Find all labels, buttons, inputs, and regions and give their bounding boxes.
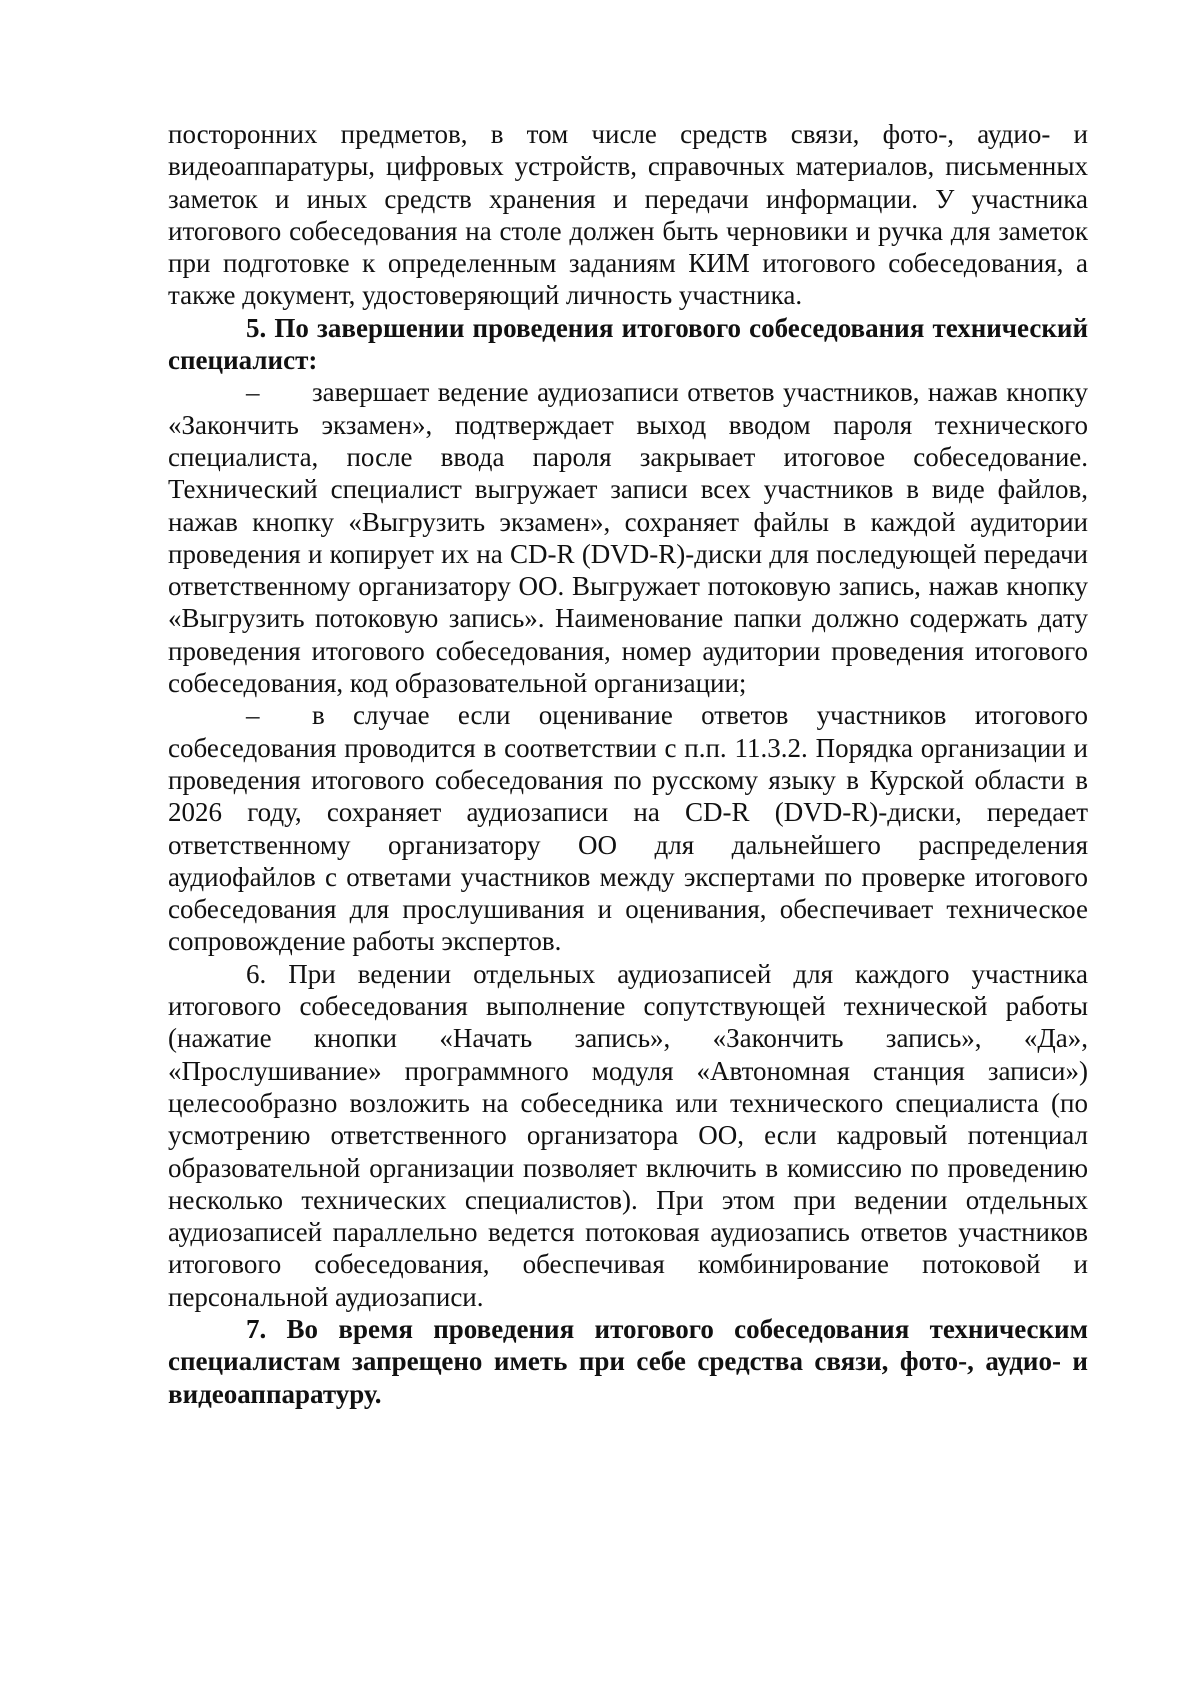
list-dash: – <box>246 377 260 408</box>
section-5-item-2 <box>168 699 1088 957</box>
section-7-paragraph: 7. Во время проведения итогового собеседования техническим специалистам запрещено иметь при себе средства связи, фото-, аудио- и видеоаппаратуру. <box>168 1313 1088 1409</box>
section-5-heading: 5. По завершении проведения итогового собеседования технический специалист: <box>168 312 1088 376</box>
section-5-item-1 <box>168 376 1088 699</box>
section-6-paragraph: 6. При ведении отдельных аудиозаписей для каждого участника итогового собеседования выполнение сопутствующей технической работы (нажатие кнопки «Начать запись», «Закончить запись», «Да», «Прослушивание» программного модуля «Автономная станция записи») целесообразно возложить на собеседника или технического специалиста (по усмотрению ответственного организатора ОО, если кадровый потенциал образовательной организации позволяет включить в комиссию по проведению несколько технических специалистов). При этом при ведении отдельных аудиозаписей параллельно ведется потоковая аудиозапись ответов участников итогового собеседования, обеспечивая комбинирование потоковой и персональной аудиозаписи. <box>168 958 1088 1312</box>
list-item-text: завершает ведение аудиозаписи ответов участников, нажав кнопку «Закончить экзамен», подтверждает выход вводом пароля технического специалиста, после ввода пароля закрывает итоговое собеседование. Технический специалист выгружает записи всех участников в виде файлов, нажав кнопку «Выгрузить экзамен», сохраняет файлы в каждой аудитории проведения и копирует их на CD-R (DVD-R)-диски для последующей передачи ответственному организатору ОО. Выгружает потоковую запись, нажав кнопку «Выгрузить потоковую запись». Наименование папки должно содержать дату проведения итогового собеседования, номер аудитории проведения итогового собеседования, код образовательной организации; <box>168 377 1088 699</box>
list-dash: – <box>246 700 260 731</box>
list-item-text: в случае если оценивание ответов участников итогового собеседования проводится в соответствии с п.п. 11.3.2. Порядка организации и проведения итогового собеседования по русскому языку в Курской области в 2026 году, сохраняет аудиозаписи на CD-R (DVD-R)-диски, передает ответственному организатору ОО для дальнейшего распределения аудиофайлов с ответами участников между экспертами по проверке итогового собеседования для прослушивания и оценивания, обеспечивает техническое сопровождение работы экспертов. <box>168 700 1088 957</box>
document-body <box>168 118 1088 1410</box>
continuation-paragraph: посторонних предметов, в том числе средств связи, фото-, аудио- и видеоаппаратуры, цифровых устройств, справочных материалов, письменных заметок и иных средств хранения и передачи информации. У участника итогового собеседования на столе должен быть черновики и ручка для заметок при подготовке к определенным заданиям КИМ итогового собеседования, а также документ, удостоверяющий личность участника. <box>168 119 1088 311</box>
